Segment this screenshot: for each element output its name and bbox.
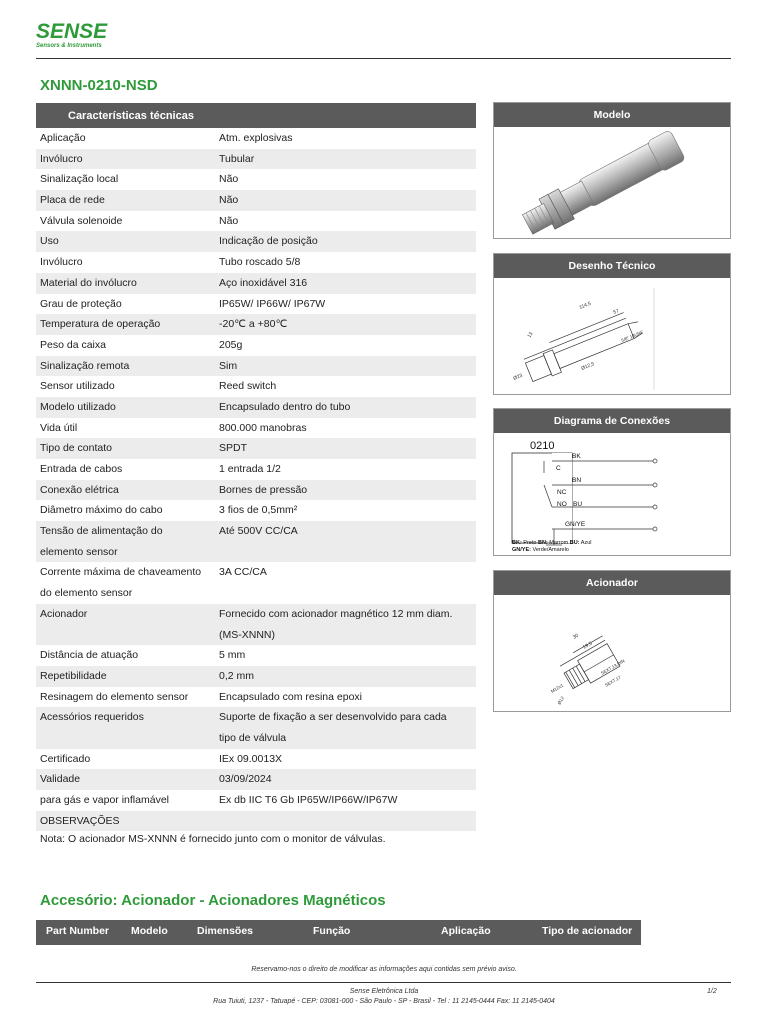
spec-key (36, 666, 219, 687)
spec-key (36, 562, 219, 603)
spec-row (36, 128, 476, 149)
spec-row (36, 790, 476, 811)
spec-row (36, 749, 476, 770)
product-title: XNNN-0210-NSD (40, 77, 158, 94)
act-dim-length: 30 (572, 632, 580, 641)
panel-diagrama-conexoes (493, 408, 731, 556)
footer-divider (36, 982, 731, 983)
spec-row (36, 376, 476, 397)
spec-value-line: 0,2 mm (219, 669, 255, 682)
spec-row (36, 500, 476, 521)
spec-row (36, 231, 476, 252)
spec-key-line: Sensor utilizado (40, 380, 115, 393)
wiring-legend-line2: GN/YE: Verde/Amarelo (512, 547, 569, 553)
spec-row (36, 438, 476, 459)
spec-key (36, 687, 219, 708)
wiring-legend-line1: BK: Preto BN: Marrom BU: Azul (512, 540, 592, 546)
spec-value-line: IP65W/ IP66W/ IP67W (219, 297, 326, 310)
spec-key-line: Distância de atuação (40, 649, 139, 662)
dim-length-thread: 57 (612, 308, 620, 316)
spec-key (36, 356, 219, 377)
spec-value (219, 252, 476, 273)
logo-tagline: Sensors & Instruments (36, 43, 102, 49)
spec-row (36, 418, 476, 439)
spec-value (219, 459, 476, 480)
specs-table-header: Características técnicas (36, 103, 476, 128)
spec-value (219, 211, 476, 232)
spec-key-line: Placa de rede (40, 194, 105, 207)
spec-row (36, 645, 476, 666)
terminal-label-nc: NC (557, 489, 567, 496)
panel-modelo (493, 102, 731, 239)
spec-key-line: Grau de proteção (40, 297, 122, 310)
dim-height: 13 (526, 331, 535, 339)
wiring-diagram-svg (494, 433, 730, 556)
spec-key (36, 749, 219, 770)
spec-key-line: Validade (40, 773, 81, 786)
spec-key-line: Tipo de contato (40, 442, 112, 455)
spec-value (219, 169, 476, 190)
spec-key (36, 811, 219, 832)
spec-value-line: IEx 09.0013X (219, 752, 283, 765)
spec-value-line: Até 500V CC/CA (219, 525, 298, 538)
spec-row (36, 604, 476, 645)
spec-row (36, 459, 476, 480)
spec-row (36, 397, 476, 418)
spec-key-line: Invólucro (40, 256, 83, 269)
col-funcao: Função (313, 925, 351, 937)
spec-row (36, 562, 476, 603)
spec-row (36, 273, 476, 294)
actuator-drawing (494, 595, 730, 712)
spec-value-line: Tubo roscado 5/8 (219, 256, 301, 269)
spec-value (219, 769, 476, 790)
panel-modelo-title: Modelo (494, 103, 730, 127)
spec-value (219, 149, 476, 170)
act-dim-body: 19,5 (582, 640, 594, 651)
spec-key (36, 211, 219, 232)
spec-value-line: Suporte de fixação a ser desenvolvido para cada (219, 711, 447, 724)
spec-key (36, 294, 219, 315)
terminal-label-no: NO (557, 501, 567, 508)
spec-value-line: Não (219, 214, 239, 227)
spec-value (219, 418, 476, 439)
technical-drawing (494, 278, 730, 395)
spec-key-line: Sinalização remota (40, 359, 130, 372)
wire-label-bn: BN (572, 477, 582, 484)
spec-key (36, 480, 219, 501)
accessory-table-header (36, 920, 641, 945)
spec-value (219, 749, 476, 770)
spec-value-line: Tubular (219, 152, 255, 165)
specs-rows (36, 128, 476, 831)
spec-value (219, 231, 476, 252)
dim-length-total: 114,5 (578, 300, 593, 311)
spec-key-line: Certificado (40, 752, 91, 765)
spec-key (36, 707, 219, 748)
spec-value-line: Não (219, 173, 239, 186)
header-divider (36, 58, 731, 59)
spec-value (219, 811, 476, 832)
spec-value (219, 666, 476, 687)
spec-key (36, 459, 219, 480)
spec-row (36, 707, 476, 748)
spec-value-line: 3 fios de 0,5mm² (219, 504, 298, 517)
disclaimer: Reservamo-nos o direito de modificar as informações aqui contidas sem prévio aviso. (251, 966, 517, 973)
spec-row (36, 521, 476, 562)
act-dim-diameter: Ø12 (556, 695, 566, 706)
spec-key-line: Modelo utilizado (40, 400, 116, 413)
spec-value-line: 800.000 manobras (219, 421, 307, 434)
spec-key (36, 376, 219, 397)
spec-value-line: Não (219, 194, 239, 207)
spec-value-line: tipo de válvula (219, 731, 287, 744)
spec-row (36, 294, 476, 315)
wiring-code: 0210 (530, 440, 555, 452)
spec-value (219, 356, 476, 377)
brand-logo (36, 20, 126, 52)
spec-key (36, 169, 219, 190)
spec-value (219, 190, 476, 211)
spec-value-line: Sim (219, 359, 238, 372)
specs-table (36, 103, 476, 831)
spec-value (219, 521, 476, 562)
dim-diameter-nut: Ø23 (512, 372, 524, 382)
spec-key (36, 790, 219, 811)
spec-row (36, 169, 476, 190)
panel-diagrama-title: Diagrama de Conexões (494, 409, 730, 433)
spec-value (219, 128, 476, 149)
specs-note: Nota: O acionador MS-XNNN é fornecido junto com o monitor de válvulas. (40, 833, 386, 845)
spec-key (36, 418, 219, 439)
panel-desenho-tecnico (493, 253, 731, 395)
spec-key-line: Acessórios requeridos (40, 711, 144, 724)
spec-value (219, 397, 476, 418)
spec-row (36, 314, 476, 335)
spec-key-line: Tensão de alimentação do (40, 525, 163, 538)
act-dim-hex2: SEXT.17 (604, 674, 622, 688)
spec-key-line (40, 625, 219, 646)
spec-key-line: Vida útil (40, 421, 78, 434)
spec-key (36, 500, 219, 521)
spec-key (36, 149, 219, 170)
spec-key-line: para gás e vapor inflamável (40, 794, 169, 806)
spec-value (219, 273, 476, 294)
col-dimensoes: Dimensões (197, 925, 254, 937)
spec-key-line: do elemento sensor (40, 587, 133, 600)
spec-value-line: Reed switch (219, 380, 277, 393)
spec-value-line: SPDT (219, 442, 248, 455)
spec-key-line: Entrada de cabos (40, 463, 123, 475)
spec-value-line: 03/09/2024 (219, 773, 272, 786)
terminal-label-c: C (556, 465, 561, 472)
spec-value-line: 5 mm (219, 649, 246, 662)
spec-key (36, 335, 219, 356)
spec-key (36, 273, 219, 294)
panel-acionador-title: Acionador (494, 571, 730, 595)
actuator-drawing-svg (494, 595, 730, 712)
logo-wordmark: SENSE (36, 20, 108, 43)
spec-key (36, 252, 219, 273)
spec-value-line: Indicação de posição (219, 235, 318, 248)
spec-key-line (40, 728, 219, 749)
spec-value (219, 687, 476, 708)
spec-value-line: Ex db IIC T6 Gb IP65W/IP66W/IP67W (219, 794, 398, 806)
spec-value-line (219, 583, 476, 604)
product-photo (494, 127, 730, 239)
spec-key-line: Temperatura de operação (40, 318, 161, 331)
wire-label-bu: BU (573, 501, 583, 508)
spec-value (219, 314, 476, 335)
spec-value-line: Fornecido com acionador magnético 12 mm diam. (219, 607, 453, 620)
spec-key (36, 521, 219, 562)
spec-value (219, 376, 476, 397)
col-tipo-acionador: Tipo de acionador (542, 925, 633, 937)
spec-value (219, 790, 476, 811)
spec-key-line: Diâmetro máximo do cabo (40, 504, 163, 517)
spec-key-line: Uso (40, 235, 59, 248)
wire-label-bk: BK (572, 453, 581, 460)
spec-key-line: Repetibilidade (40, 669, 107, 682)
spec-value-line: Encapsulado dentro do tubo (219, 400, 351, 413)
spec-value-line (219, 811, 476, 832)
spec-key (36, 190, 219, 211)
spec-key-line: OBSERVAÇÕES (40, 814, 120, 827)
col-modelo: Modelo (131, 925, 168, 937)
spec-value-line: Bornes de pressão (219, 483, 308, 496)
sensor-photo-illustration (494, 127, 730, 239)
spec-value (219, 480, 476, 501)
spec-key (36, 604, 219, 645)
footer-address: Rua Tuiuti, 1237 - Tatuapé - CEP: 03081-000 - São Paulo - SP - Brasil - Tel : 11 2145-0444 Fax: 11 2145-0404 (213, 998, 555, 1005)
spec-key-line: Resinagem do elemento sensor (40, 690, 189, 703)
spec-value-line: 3A CC/CA (219, 566, 267, 579)
spec-value-line (219, 542, 476, 563)
spec-value-line: 1 entrada 1/2 (219, 463, 281, 475)
spec-value-line: Aço inoxidável 316 (219, 276, 308, 289)
accessory-title: Accesório: Acionador - Acionadores Magnéticos (40, 892, 386, 909)
act-dim-thread: M12x1 (550, 682, 565, 694)
spec-row (36, 480, 476, 501)
spec-row (36, 666, 476, 687)
col-aplicacao: Aplicação (441, 925, 491, 937)
panel-acionador (493, 570, 731, 712)
spec-key-line: Sinalização local (40, 173, 119, 186)
spec-row (36, 335, 476, 356)
spec-key-line: Corrente máxima de chaveamento (40, 566, 202, 579)
spec-value (219, 707, 476, 748)
col-part-number: Part Number (46, 925, 110, 937)
technical-drawing-svg (494, 278, 730, 395)
spec-value-line: Encapsulado com resina epoxi (219, 690, 363, 703)
spec-key (36, 397, 219, 418)
spec-value (219, 645, 476, 666)
spec-key (36, 769, 219, 790)
page-number: 1/2 (707, 988, 717, 995)
spec-row (36, 190, 476, 211)
spec-value (219, 562, 476, 603)
dim-diameter-tube: Ø12,5 (580, 361, 596, 372)
spec-row (36, 211, 476, 232)
spec-value-line: Atm. explosivas (219, 132, 293, 144)
spec-key-line: elemento sensor (40, 545, 118, 558)
spec-row (36, 252, 476, 273)
spec-value (219, 500, 476, 521)
spec-value (219, 335, 476, 356)
footer-company: Sense Eletrônica Ltda (349, 988, 419, 995)
spec-value-line: -20℃ a +80℃ (219, 318, 288, 331)
wire-label-gnye: GN/YE (565, 521, 586, 528)
spec-row (36, 811, 476, 832)
spec-key (36, 231, 219, 252)
spec-value (219, 438, 476, 459)
spec-key-line: Válvula solenoide (40, 214, 123, 227)
spec-key (36, 645, 219, 666)
spec-key (36, 128, 219, 149)
spec-key (36, 314, 219, 335)
spec-row (36, 356, 476, 377)
spec-row (36, 769, 476, 790)
panel-desenho-title: Desenho Técnico (494, 254, 730, 278)
spec-row (36, 687, 476, 708)
spec-key-line: Conexão elétrica (40, 483, 119, 496)
act-dim-hex1: SEXT.13,DIN (600, 658, 626, 676)
spec-key-line: Aplicação (40, 132, 86, 144)
spec-key-line: Acionador (40, 607, 88, 620)
spec-value-line: (MS-XNNN) (219, 628, 275, 641)
spec-value (219, 294, 476, 315)
spec-row (36, 149, 476, 170)
spec-key (36, 438, 219, 459)
spec-value (219, 604, 476, 645)
wiring-diagram (494, 433, 730, 556)
dim-thread-spec: 5/8" 18UNF (620, 329, 645, 343)
spec-key-line: Material do invólucro (40, 276, 137, 289)
spec-key-line: Peso da caixa (40, 338, 106, 351)
spec-key-line: Invólucro (40, 152, 83, 165)
spec-value-line: 205g (219, 338, 243, 351)
